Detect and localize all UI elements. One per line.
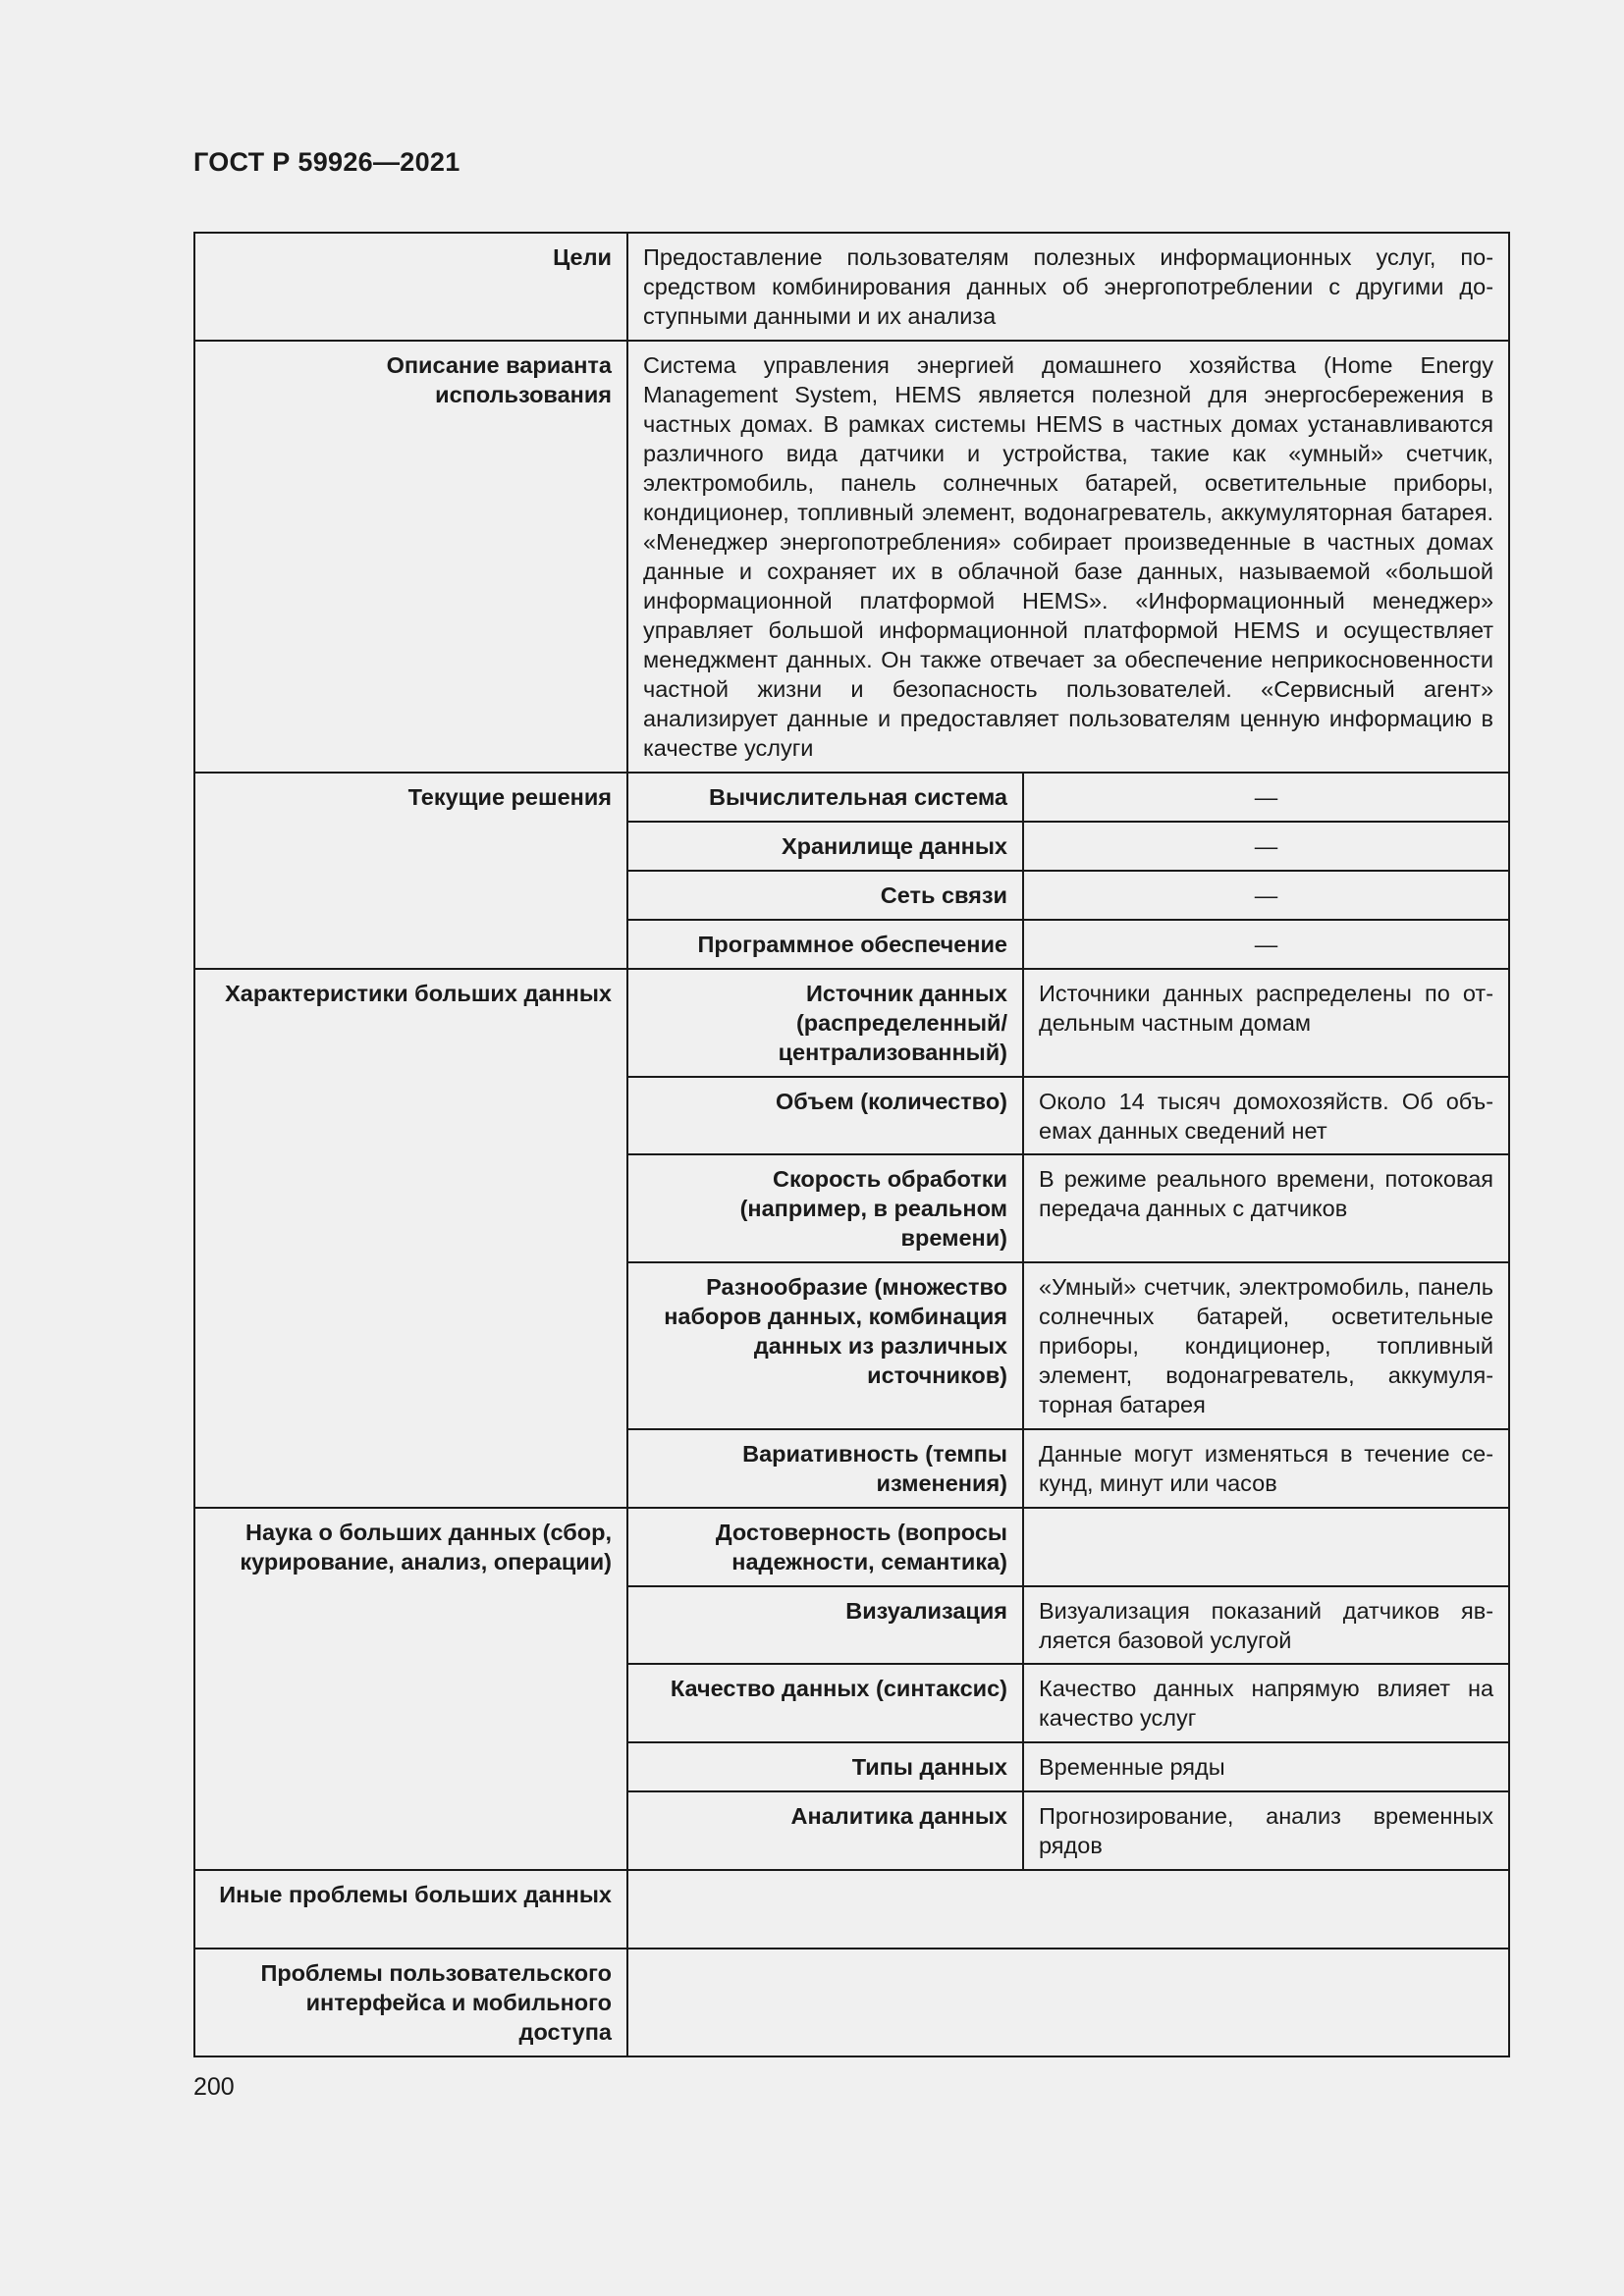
- sublabel-computing-system: Вычислительная система: [627, 773, 1023, 822]
- value-data-quality: Качество данных напрямую влияет на качество услуг: [1023, 1664, 1509, 1742]
- value-volume: Около 14 тысяч домохозяйств. Об объемах данных сведений нет: [1023, 1077, 1509, 1154]
- sublabel-software: Программное обеспечение: [627, 920, 1023, 969]
- sublabel-velocity: Скорость обработки (например, в реальном времени): [627, 1154, 1023, 1262]
- sublabel-data-analytics: Аналитика данных: [627, 1791, 1023, 1870]
- row-goals: [194, 233, 1509, 341]
- value-variety: «Умный» счетчик, электромобиль, панель солнечных батарей, осветительные приборы, кондиционер, топливный элемент, водонагреватель, аккумуляторная батарея: [1023, 1262, 1509, 1429]
- sublabel-data-quality: Качество данных (синтаксис): [627, 1664, 1023, 1742]
- row-ui-problems: [194, 1949, 1509, 2056]
- value-use-case: Система управления энергией домашнего хозяйства (Home Energy Management System, HEMS является полезной для энергосбережения в частных домах. В рамках системы HEMS в частных домах устанавливаются различного вида датчики и устройства, такие как «умный» счетчик, электромобиль, панель солнечных батарей, осветительные приборы, кондиционер, топливный элемент, водонагреватель, аккумуляторная батарея. «Менеджер энергопотребления» собирает произведенные в частных домах данные и сохраняет их в облачной базе данных, называемой «большой информационной платформой HEMS». «Информационный менеджер» управляет большой информационной платформой HEMS и осуществляет менеджмент данных. Он также отвечает за обеспечение неприкосновенности частной жизни и безопасность пользователей. «Сервисный агент» анализирует данные и предоставляет пользователям ценную информацию в качестве услуги: [627, 341, 1509, 773]
- sublabel-data-types: Типы данных: [627, 1742, 1023, 1791]
- row-science-0: [194, 1508, 1509, 1586]
- value-other-problems: [627, 1870, 1509, 1949]
- sublabel-network: Сеть связи: [627, 871, 1023, 920]
- sublabel-data-storage: Хранилище данных: [627, 822, 1023, 871]
- label-goals: Цели: [194, 233, 627, 341]
- label-big-data-science: Наука о больших данных (сбор, курирование, анализ, операции): [194, 1508, 627, 1870]
- sublabel-variety: Разнообразие (множество наборов данных, комбинация данных из различных источников): [627, 1262, 1023, 1429]
- value-visualization: Визуализация показаний датчиков является базовой услугой: [1023, 1586, 1509, 1664]
- value-data-analytics: Прогнозирование, анализ временных рядов: [1023, 1791, 1509, 1870]
- sublabel-veracity: Достоверность (вопросы надежности, семантика): [627, 1508, 1023, 1586]
- label-big-data-characteristics: Характеристики больших данных: [194, 969, 627, 1508]
- value-variability: Данные могут изменяться в течение секунд, минут или часов: [1023, 1429, 1509, 1508]
- row-use-case: [194, 341, 1509, 773]
- use-case-table: [193, 232, 1510, 2057]
- label-other-problems: Иные проблемы больших данных: [194, 1870, 627, 1949]
- value-data-storage: —: [1023, 822, 1509, 871]
- label-current-solutions: Текущие решения: [194, 773, 627, 969]
- value-data-source: Источники данных распределены по отдельным частным домам: [1023, 969, 1509, 1077]
- page-number: 200: [193, 2073, 235, 2101]
- label-use-case: Описание варианта использования: [194, 341, 627, 773]
- row-other-problems: [194, 1870, 1509, 1949]
- sublabel-visualization: Визуализация: [627, 1586, 1023, 1664]
- value-data-types: Временные ряды: [1023, 1742, 1509, 1791]
- label-ui-problems: Проблемы пользовательского интерфейса и мобильного доступа: [194, 1949, 627, 2056]
- value-velocity: В режиме реального времени, потоковая передача данных с датчиков: [1023, 1154, 1509, 1262]
- row-characteristics-0: [194, 969, 1509, 1077]
- value-ui-problems: [627, 1949, 1509, 2056]
- sublabel-variability: Вариативность (темпы изменения): [627, 1429, 1023, 1508]
- sublabel-data-source: Источник данных (распределенный/ централизованный): [627, 969, 1023, 1077]
- value-network: —: [1023, 871, 1509, 920]
- value-software: —: [1023, 920, 1509, 969]
- value-computing-system: —: [1023, 773, 1509, 822]
- document-code: ГОСТ Р 59926—2021: [193, 147, 460, 177]
- row-current-solutions-0: [194, 773, 1509, 822]
- value-veracity: [1023, 1508, 1509, 1586]
- sublabel-volume: Объем (количество): [627, 1077, 1023, 1154]
- value-goals: Предоставление пользователям полезных информационных услуг, посредством комбинирования данных об энергопотреблении с другими доступными данными и их анализа: [627, 233, 1509, 341]
